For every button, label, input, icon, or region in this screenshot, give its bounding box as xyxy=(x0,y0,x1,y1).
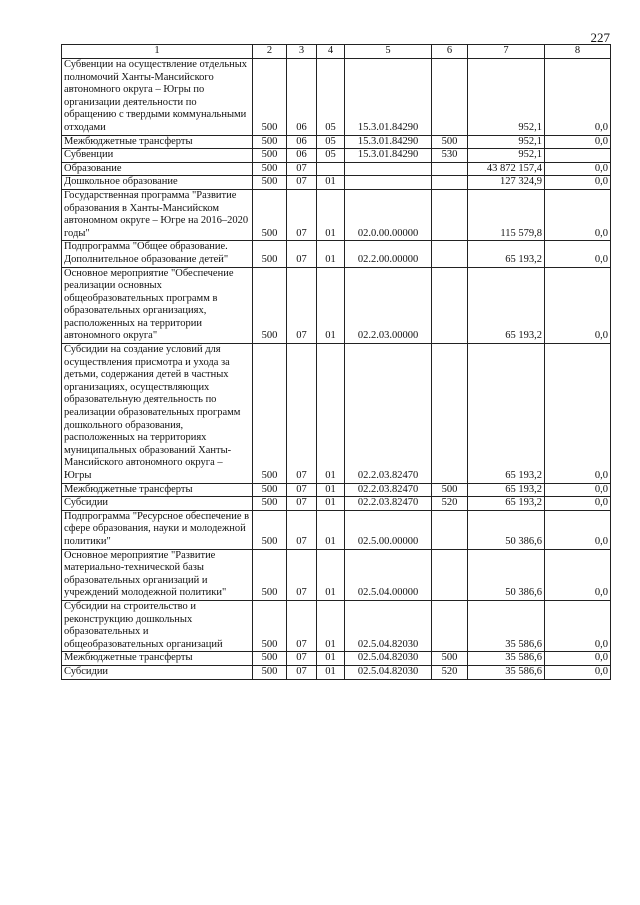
table-row xyxy=(62,652,611,666)
table-row xyxy=(62,497,611,511)
amount-cell: 35 586,6 xyxy=(468,652,545,666)
subsection-code-cell: 01 xyxy=(317,344,345,484)
extra-amount-cell: 0,0 xyxy=(545,497,611,511)
section-code-cell: 06 xyxy=(287,149,317,163)
expense-type-code-cell xyxy=(432,176,468,190)
item-name-cell: Подпрограмма "Ресурсное обеспечение в сфере образования, науки и молодежной политики" xyxy=(62,510,253,549)
section-code-cell: 06 xyxy=(287,59,317,136)
section-code-cell: 07 xyxy=(287,189,317,240)
extra-amount-cell: 0,0 xyxy=(545,344,611,484)
subsection-code-cell: 05 xyxy=(317,135,345,149)
admin-code-cell: 500 xyxy=(253,600,287,651)
target-item-code-cell: 02.5.04.82030 xyxy=(345,600,432,651)
expense-type-code-cell xyxy=(432,241,468,267)
extra-amount-cell: 0,0 xyxy=(545,241,611,267)
subsection-code-cell: 01 xyxy=(317,189,345,240)
admin-code-cell: 500 xyxy=(253,267,287,344)
item-name-cell: Субвенции на осуществление отдельных полномочий Ханты-Мансийского автономного округа – Югры по организации деятельности по обращению с твердыми коммунальными отходами xyxy=(62,59,253,136)
item-name-cell: Основное мероприятие "Обеспечение реализации основных общеобразовательных программ в образовательных организациях, расположенных на территории автономного округа" xyxy=(62,267,253,344)
item-name-cell: Образование xyxy=(62,162,253,176)
column-header-4: 4 xyxy=(317,45,345,59)
expense-type-code-cell: 530 xyxy=(432,149,468,163)
extra-amount-cell: 0,0 xyxy=(545,59,611,136)
section-code-cell: 07 xyxy=(287,600,317,651)
table-row xyxy=(62,59,611,136)
extra-amount-cell: 0,0 xyxy=(545,267,611,344)
amount-cell: 952,1 xyxy=(468,59,545,136)
table-row xyxy=(62,549,611,600)
expense-type-code-cell xyxy=(432,189,468,240)
amount-cell: 952,1 xyxy=(468,135,545,149)
admin-code-cell: 500 xyxy=(253,344,287,484)
column-header-7: 7 xyxy=(468,45,545,59)
extra-amount-cell: 0,0 xyxy=(545,176,611,190)
expense-type-code-cell: 520 xyxy=(432,665,468,679)
target-item-code-cell: 02.2.00.00000 xyxy=(345,241,432,267)
expense-type-code-cell: 500 xyxy=(432,135,468,149)
section-code-cell: 07 xyxy=(287,497,317,511)
admin-code-cell: 500 xyxy=(253,149,287,163)
column-header-8: 8 xyxy=(545,45,611,59)
table-row xyxy=(62,149,611,163)
target-item-code-cell: 02.2.03.82470 xyxy=(345,483,432,497)
section-code-cell: 06 xyxy=(287,135,317,149)
subsection-code-cell: 01 xyxy=(317,497,345,511)
target-item-code-cell: 15.3.01.84290 xyxy=(345,135,432,149)
subsection-code-cell xyxy=(317,162,345,176)
subsection-code-cell: 01 xyxy=(317,267,345,344)
expense-type-code-cell xyxy=(432,162,468,176)
amount-cell: 35 586,6 xyxy=(468,665,545,679)
amount-cell: 35 586,6 xyxy=(468,600,545,651)
item-name-cell: Межбюджетные трансферты xyxy=(62,135,253,149)
extra-amount-cell: 0,0 xyxy=(545,510,611,549)
table-row xyxy=(62,344,611,484)
subsection-code-cell: 05 xyxy=(317,149,345,163)
item-name-cell: Межбюджетные трансферты xyxy=(62,652,253,666)
item-name-cell: Государственная программа "Развитие образования в Ханты-Мансийском автономном округе – Югре на 2016–2020 годы" xyxy=(62,189,253,240)
table-row xyxy=(62,135,611,149)
admin-code-cell: 500 xyxy=(253,483,287,497)
section-code-cell: 07 xyxy=(287,176,317,190)
column-header-2: 2 xyxy=(253,45,287,59)
column-header-5: 5 xyxy=(345,45,432,59)
item-name-cell: Субсидии на создание условий для осуществления присмотра и ухода за детьми, содержания детей в частных организациях, осуществляющих образовательную деятельность по реализации образовательных программ дошкольного образования, расположенных на территориях муниципальных образований Ханты-Мансийского автономного округа – Югры xyxy=(62,344,253,484)
budget-table xyxy=(61,44,611,680)
section-code-cell: 07 xyxy=(287,665,317,679)
amount-cell: 65 193,2 xyxy=(468,497,545,511)
subsection-code-cell: 01 xyxy=(317,510,345,549)
expense-type-code-cell: 500 xyxy=(432,652,468,666)
section-code-cell: 07 xyxy=(287,267,317,344)
amount-cell: 65 193,2 xyxy=(468,483,545,497)
admin-code-cell: 500 xyxy=(253,189,287,240)
admin-code-cell: 500 xyxy=(253,176,287,190)
target-item-code-cell: 02.5.00.00000 xyxy=(345,510,432,549)
extra-amount-cell: 0,0 xyxy=(545,652,611,666)
item-name-cell: Основное мероприятие "Развитие материально-технической базы образовательных организаций и учреждений молодежной политики" xyxy=(62,549,253,600)
admin-code-cell: 500 xyxy=(253,665,287,679)
expense-type-code-cell xyxy=(432,59,468,136)
section-code-cell: 07 xyxy=(287,549,317,600)
target-item-code-cell: 02.5.04.00000 xyxy=(345,549,432,600)
target-item-code-cell: 02.2.03.00000 xyxy=(345,267,432,344)
column-header-3: 3 xyxy=(287,45,317,59)
amount-cell: 65 193,2 xyxy=(468,241,545,267)
section-code-cell: 07 xyxy=(287,344,317,484)
admin-code-cell: 500 xyxy=(253,510,287,549)
extra-amount-cell: 0,0 xyxy=(545,135,611,149)
subsection-code-cell: 01 xyxy=(317,652,345,666)
column-header-6: 6 xyxy=(432,45,468,59)
subsection-code-cell: 01 xyxy=(317,600,345,651)
table-row xyxy=(62,267,611,344)
target-item-code-cell: 02.5.04.82030 xyxy=(345,665,432,679)
item-name-cell: Субсидии на строительство и реконструкцию дошкольных образовательных и общеобразовательных организаций xyxy=(62,600,253,651)
expense-type-code-cell xyxy=(432,549,468,600)
extra-amount-cell: 0,0 xyxy=(545,483,611,497)
table-row xyxy=(62,176,611,190)
expense-type-code-cell xyxy=(432,600,468,651)
section-code-cell: 07 xyxy=(287,652,317,666)
admin-code-cell: 500 xyxy=(253,549,287,600)
admin-code-cell: 500 xyxy=(253,162,287,176)
extra-amount-cell xyxy=(545,149,611,163)
table-row xyxy=(62,189,611,240)
target-item-code-cell xyxy=(345,162,432,176)
target-item-code-cell xyxy=(345,176,432,190)
amount-cell: 115 579,8 xyxy=(468,189,545,240)
admin-code-cell: 500 xyxy=(253,652,287,666)
item-name-cell: Субвенции xyxy=(62,149,253,163)
table-row xyxy=(62,665,611,679)
target-item-code-cell: 02.0.00.00000 xyxy=(345,189,432,240)
target-item-code-cell: 02.2.03.82470 xyxy=(345,344,432,484)
expense-type-code-cell xyxy=(432,267,468,344)
amount-cell: 50 386,6 xyxy=(468,510,545,549)
table-row xyxy=(62,483,611,497)
amount-cell: 65 193,2 xyxy=(468,267,545,344)
amount-cell: 127 324,9 xyxy=(468,176,545,190)
subsection-code-cell: 01 xyxy=(317,241,345,267)
target-item-code-cell: 15.3.01.84290 xyxy=(345,59,432,136)
section-code-cell: 07 xyxy=(287,162,317,176)
page-number: 227 xyxy=(590,30,610,45)
column-header-1: 1 xyxy=(62,45,253,59)
table-row xyxy=(62,600,611,651)
item-name-cell: Субсидии xyxy=(62,497,253,511)
admin-code-cell: 500 xyxy=(253,59,287,136)
amount-cell: 50 386,6 xyxy=(468,549,545,600)
table-row xyxy=(62,510,611,549)
column-number-row xyxy=(62,45,611,59)
extra-amount-cell: 0,0 xyxy=(545,665,611,679)
section-code-cell: 07 xyxy=(287,241,317,267)
section-code-cell: 07 xyxy=(287,510,317,549)
subsection-code-cell: 05 xyxy=(317,59,345,136)
extra-amount-cell: 0,0 xyxy=(545,162,611,176)
subsection-code-cell: 01 xyxy=(317,483,345,497)
extra-amount-cell: 0,0 xyxy=(545,549,611,600)
table-row xyxy=(62,241,611,267)
expense-type-code-cell xyxy=(432,510,468,549)
item-name-cell: Подпрограмма "Общее образование. Дополнительное образование детей" xyxy=(62,241,253,267)
admin-code-cell: 500 xyxy=(253,497,287,511)
amount-cell: 65 193,2 xyxy=(468,344,545,484)
target-item-code-cell: 15.3.01.84290 xyxy=(345,149,432,163)
amount-cell: 952,1 xyxy=(468,149,545,163)
target-item-code-cell: 02.2.03.82470 xyxy=(345,497,432,511)
subsection-code-cell: 01 xyxy=(317,549,345,600)
expense-type-code-cell: 520 xyxy=(432,497,468,511)
subsection-code-cell: 01 xyxy=(317,176,345,190)
subsection-code-cell: 01 xyxy=(317,665,345,679)
table-row xyxy=(62,162,611,176)
item-name-cell: Субсидии xyxy=(62,665,253,679)
expense-type-code-cell: 500 xyxy=(432,483,468,497)
admin-code-cell: 500 xyxy=(253,135,287,149)
admin-code-cell: 500 xyxy=(253,241,287,267)
item-name-cell: Дошкольное образование xyxy=(62,176,253,190)
item-name-cell: Межбюджетные трансферты xyxy=(62,483,253,497)
target-item-code-cell: 02.5.04.82030 xyxy=(345,652,432,666)
section-code-cell: 07 xyxy=(287,483,317,497)
amount-cell: 43 872 157,4 xyxy=(468,162,545,176)
extra-amount-cell: 0,0 xyxy=(545,189,611,240)
extra-amount-cell: 0,0 xyxy=(545,600,611,651)
expense-type-code-cell xyxy=(432,344,468,484)
